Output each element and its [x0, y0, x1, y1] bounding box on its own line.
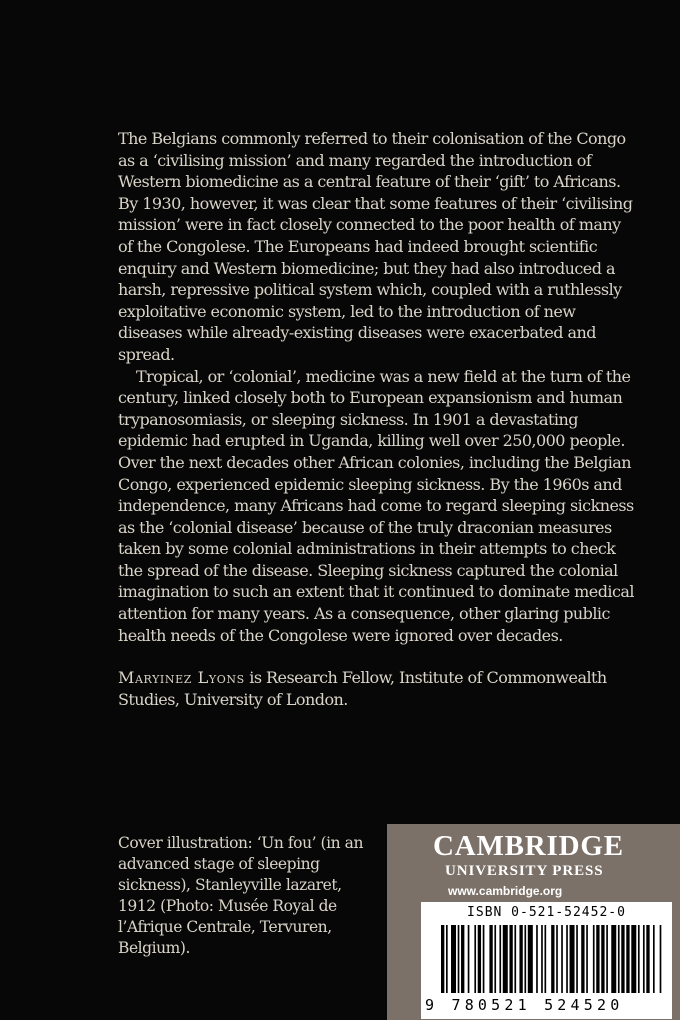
barcode-digits: 9 780521 524520: [425, 996, 624, 1014]
publisher-panel: [387, 824, 680, 1020]
back-cover-blurb: [118, 128, 638, 710]
barcode-icon: [441, 925, 663, 993]
blurb-paragraph-1: The Belgians commonly referred to their colonisation of the Congo as a ‘civilising mission’ and many regarded the introduction of Western biomedicine as a central feature of their ‘gift’ to Africans. By 1930, however, it was clear that some features of their ‘civilising mission’ were in fact closely connected to the poor health of many of the Congolese. The Europeans had indeed brought scientific enquiry and Western biomedicine; but they had also introduced a harsh, repressive political system which, coupled with a ruthlessly exploitative economic system, led to the introduction of new diseases while already-existing diseases were exacerbated and spread.: [118, 129, 633, 364]
barcode-label: [421, 902, 672, 1019]
publisher-subtitle: UNIVERSITY PRESS: [445, 863, 604, 879]
author-name: Maryinez Lyons: [118, 668, 245, 688]
author-bio-text: is Research Fellow, Institute of Commonwealth Studies, University of London.: [118, 668, 607, 709]
author-bio: [118, 667, 638, 710]
publisher-name: CAMBRIDGE: [433, 830, 624, 862]
blurb-paragraph-2: Tropical, or ‘colonial’, medicine was a new field at the turn of the century, linked closely both to European expansionism and human trypanosomiasis, or sleeping sickness. In 1901 a devastating epidemic had erupted in Uganda, killing well over 250,000 people. Over the next decades other African colonies, including the Belgian Congo, experienced epidemic sleeping sickness. By the 1960s and independence, many Africans had come to regard sleeping sickness as the ‘colonial disease’ because of the truly draconian measures taken by some colonial administrations in their attempts to check the spread of the disease. Sleeping sickness captured the colonial imagination to such an extent that it continued to dominate medical attention for many years. As a consequence, other glaring public health needs of the Congolese were ignored over decades.: [118, 366, 634, 645]
cover-illustration-credit: Cover illustration: ‘Un fou’ (in an advanced stage of sleeping sickness), Stanleyville lazaret, 1912 (Photo: Musée Royal de l’Afrique Centrale, Tervuren, Belgium).: [118, 834, 363, 957]
isbn-number: ISBN 0-521-52452-0: [467, 905, 626, 920]
publisher-url: www.cambridge.org: [448, 884, 563, 898]
